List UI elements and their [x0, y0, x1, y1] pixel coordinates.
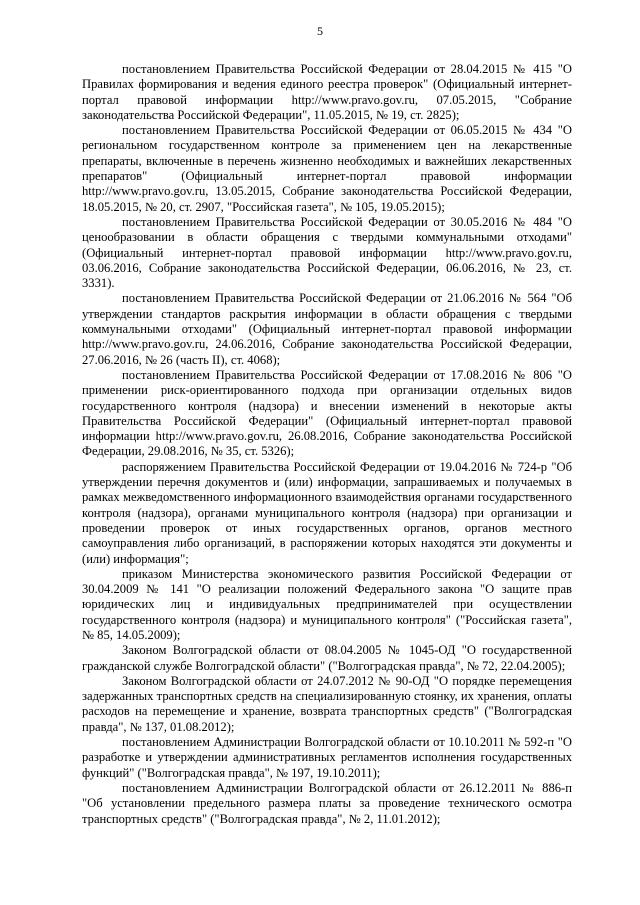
legal-reference-paragraph: постановлением Правительства Российской Федерации от 30.05.2016 № 484 "О ценообразовании в области обращения с твердыми коммунальными отходами" (Официальный интернет-портал правовой информации http://www.pravo.gov.ru, 03.06.2016, Собрание законодательства Российской Федерации, 06.06.2016, № 23, ст. 3331). [82, 214, 572, 291]
legal-reference-paragraph: постановлением Администрации Волгоградской области от 26.12.2011 № 886-п "Об установлении предельного размера платы за проведение технического осмотра транспортных средств" ("Волгоградская правда", № 2, 11.01.2012); [82, 780, 572, 826]
legal-reference-paragraph: Законом Волгоградской области от 08.04.2005 № 1045-ОД "О государственной гражданской службе Волгоградской области" ("Волгоградская правда", № 72, 22.04.2005); [82, 643, 572, 673]
legal-reference-paragraph: Законом Волгоградской области от 24.07.2012 № 90-ОД "О порядке перемещения задержанных транспортных средств на специализированную стоянку, их хранения, оплаты расходов на перемещение и хранение, возврата транспортных средств" ("Волгоградская правда", № 137, 01.08.2012); [82, 673, 572, 734]
legal-reference-paragraph: постановлением Правительства Российской Федерации от 28.04.2015 № 415 "О Правилах формирования и ведения единого реестра проверок" (Официальный интернет-портал правовой информации http://www.pravo.gov.ru, 07.05.2015, "Собрание законодательства Российской Федерации", 11.05.2015, № 19, ст. 2825); [82, 62, 572, 122]
legal-reference-paragraph: распоряжением Правительства Российской Федерации от 19.04.2016 № 724-р "Об утверждении перечня документов и (или) информации, запрашиваемых и получаемых в рамках межведомственного информационного взаимодействия органами государственного контроля (надзора), органами муниципального контроля (надзора) при организации и проведении проверок от иных государственных органов, органов местного самоуправления либо организаций, в распоряжении которых находятся эти документы и (или) информация"; [82, 459, 572, 566]
legal-reference-paragraph: постановлением Правительства Российской Федерации от 17.08.2016 № 806 "О применении риск-ориентированного подхода при организации отдельных видов государственного контроля (надзора) и внесении изменений в некоторые акты Правительства Российской Федерации" (Официальный интернет-портал правовой информации http://www.pravo.gov.ru, 26.08.2016, Собрание законодательства Российской Федерации, 29.08.2016, № 35, ст. 5326); [82, 367, 572, 459]
page-number: 5 [317, 24, 323, 38]
legal-reference-paragraph: приказом Министерства экономического развития Российской Федерации от 30.04.2009 № 141 "О реализации положений Федерального закона "О защите прав юридических лиц и индивидуальных предпринимателей при осуществлении государственного контроля (надзора) и муниципального контроля" ("Российская газета", № 85, 14.05.2009); [82, 566, 572, 642]
document-body [82, 62, 572, 827]
legal-reference-paragraph: постановлением Правительства Российской Федерации от 21.06.2016 № 564 "Об утверждении стандартов раскрытия информации в области обращения с твердыми коммунальными отходами" (Официальный интернет-портал правовой информации http://www.pravo.gov.ru, 24.06.2016, Собрание законодательства Российской Федерации, 27.06.2016, № 26 (часть II), ст. 4068); [82, 291, 572, 367]
legal-reference-paragraph: постановлением Администрации Волгоградской области от 10.10.2011 № 592-п "О разработке и утверждении административных регламентов исполнения государственных функций" ("Волгоградская правда", № 197, 19.10.2011); [82, 735, 572, 780]
legal-reference-paragraph: постановлением Правительства Российской Федерации от 06.05.2015 № 434 "О региональном государственном контроле за применением цен на лекарственные препараты, включенные в перечень жизненно необходимых и важнейших лекарственных препаратов" (Официальный интернет-портал правовой информации http://www.pravo.gov.ru, 13.05.2015, Собрание законодательства Российской Федерации, 18.05.2015, № 20, ст. 2907, "Российская газета", № 105, 19.05.2015); [82, 123, 572, 214]
